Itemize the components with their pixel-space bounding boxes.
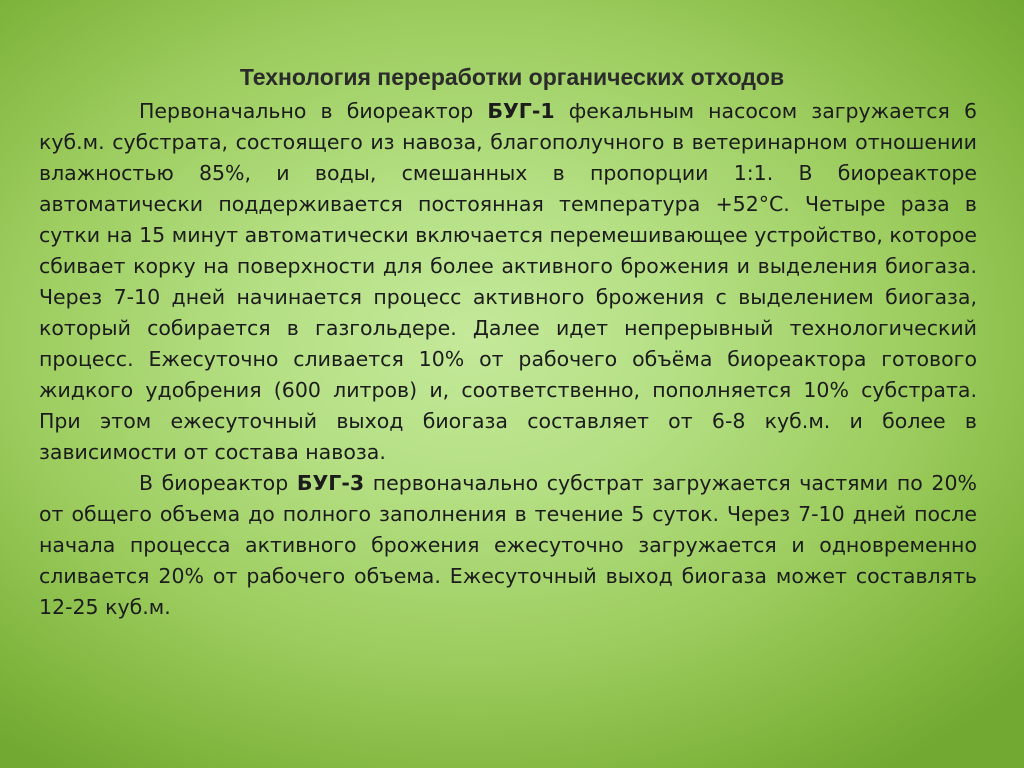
paragraph-bug1-text: фекальным насосом загружается 6 куб.м. субстрата, состоящего из навоза, благополучного в ветеринарном отношении влажностью 85%, и воды, смешанных в пропорции 1:1. В биореакторе автоматически поддерживается постоянная температура +52°С. Четыре раза в сутки на 15 минут автоматически включается перемешивающее устройство, которое сбивает корку на поверхности для более активного брожения и выделения биогаза. Через 7-10 дней начинается процесс активного брожения с выделением биогаза, который собирается в газгольдере. Далее идет непрерывный технологический процесс. Ежесуточно сливается 10% от рабочего объёма биореактора готового жидкого удобрения (600 литров) и, соответственно, пополняется 10% субстрата. При этом ежесуточный выход биогаза составляет от 6-8 куб.м. и более в зависимости от состава навоза. [39, 99, 977, 464]
reactor-name-bug3: БУГ-3 [296, 471, 365, 495]
slide-title: Технология переработки органических отходов [239, 64, 785, 90]
paragraph-bug3-intro: В биореактор [139, 471, 297, 495]
paragraph-bug1-intro: Первоначально в биореактор [139, 99, 488, 123]
slide-body [39, 96, 977, 623]
paragraph-bug3-text: первоначально субстрат загружается частями по 20% от общего объема до полного заполнения в течение 5 суток. Через 7-10 дней после начала процесса активного брожения ежесуточно загружается и одновременно сливается 20% от рабочего объема. Ежесуточный выход биогаза может составлять 12-25 куб.м. [39, 471, 977, 619]
reactor-name-bug1: БУГ-1 [487, 99, 555, 123]
paragraph-bug1 [39, 96, 977, 468]
paragraph-bug3 [39, 468, 977, 623]
